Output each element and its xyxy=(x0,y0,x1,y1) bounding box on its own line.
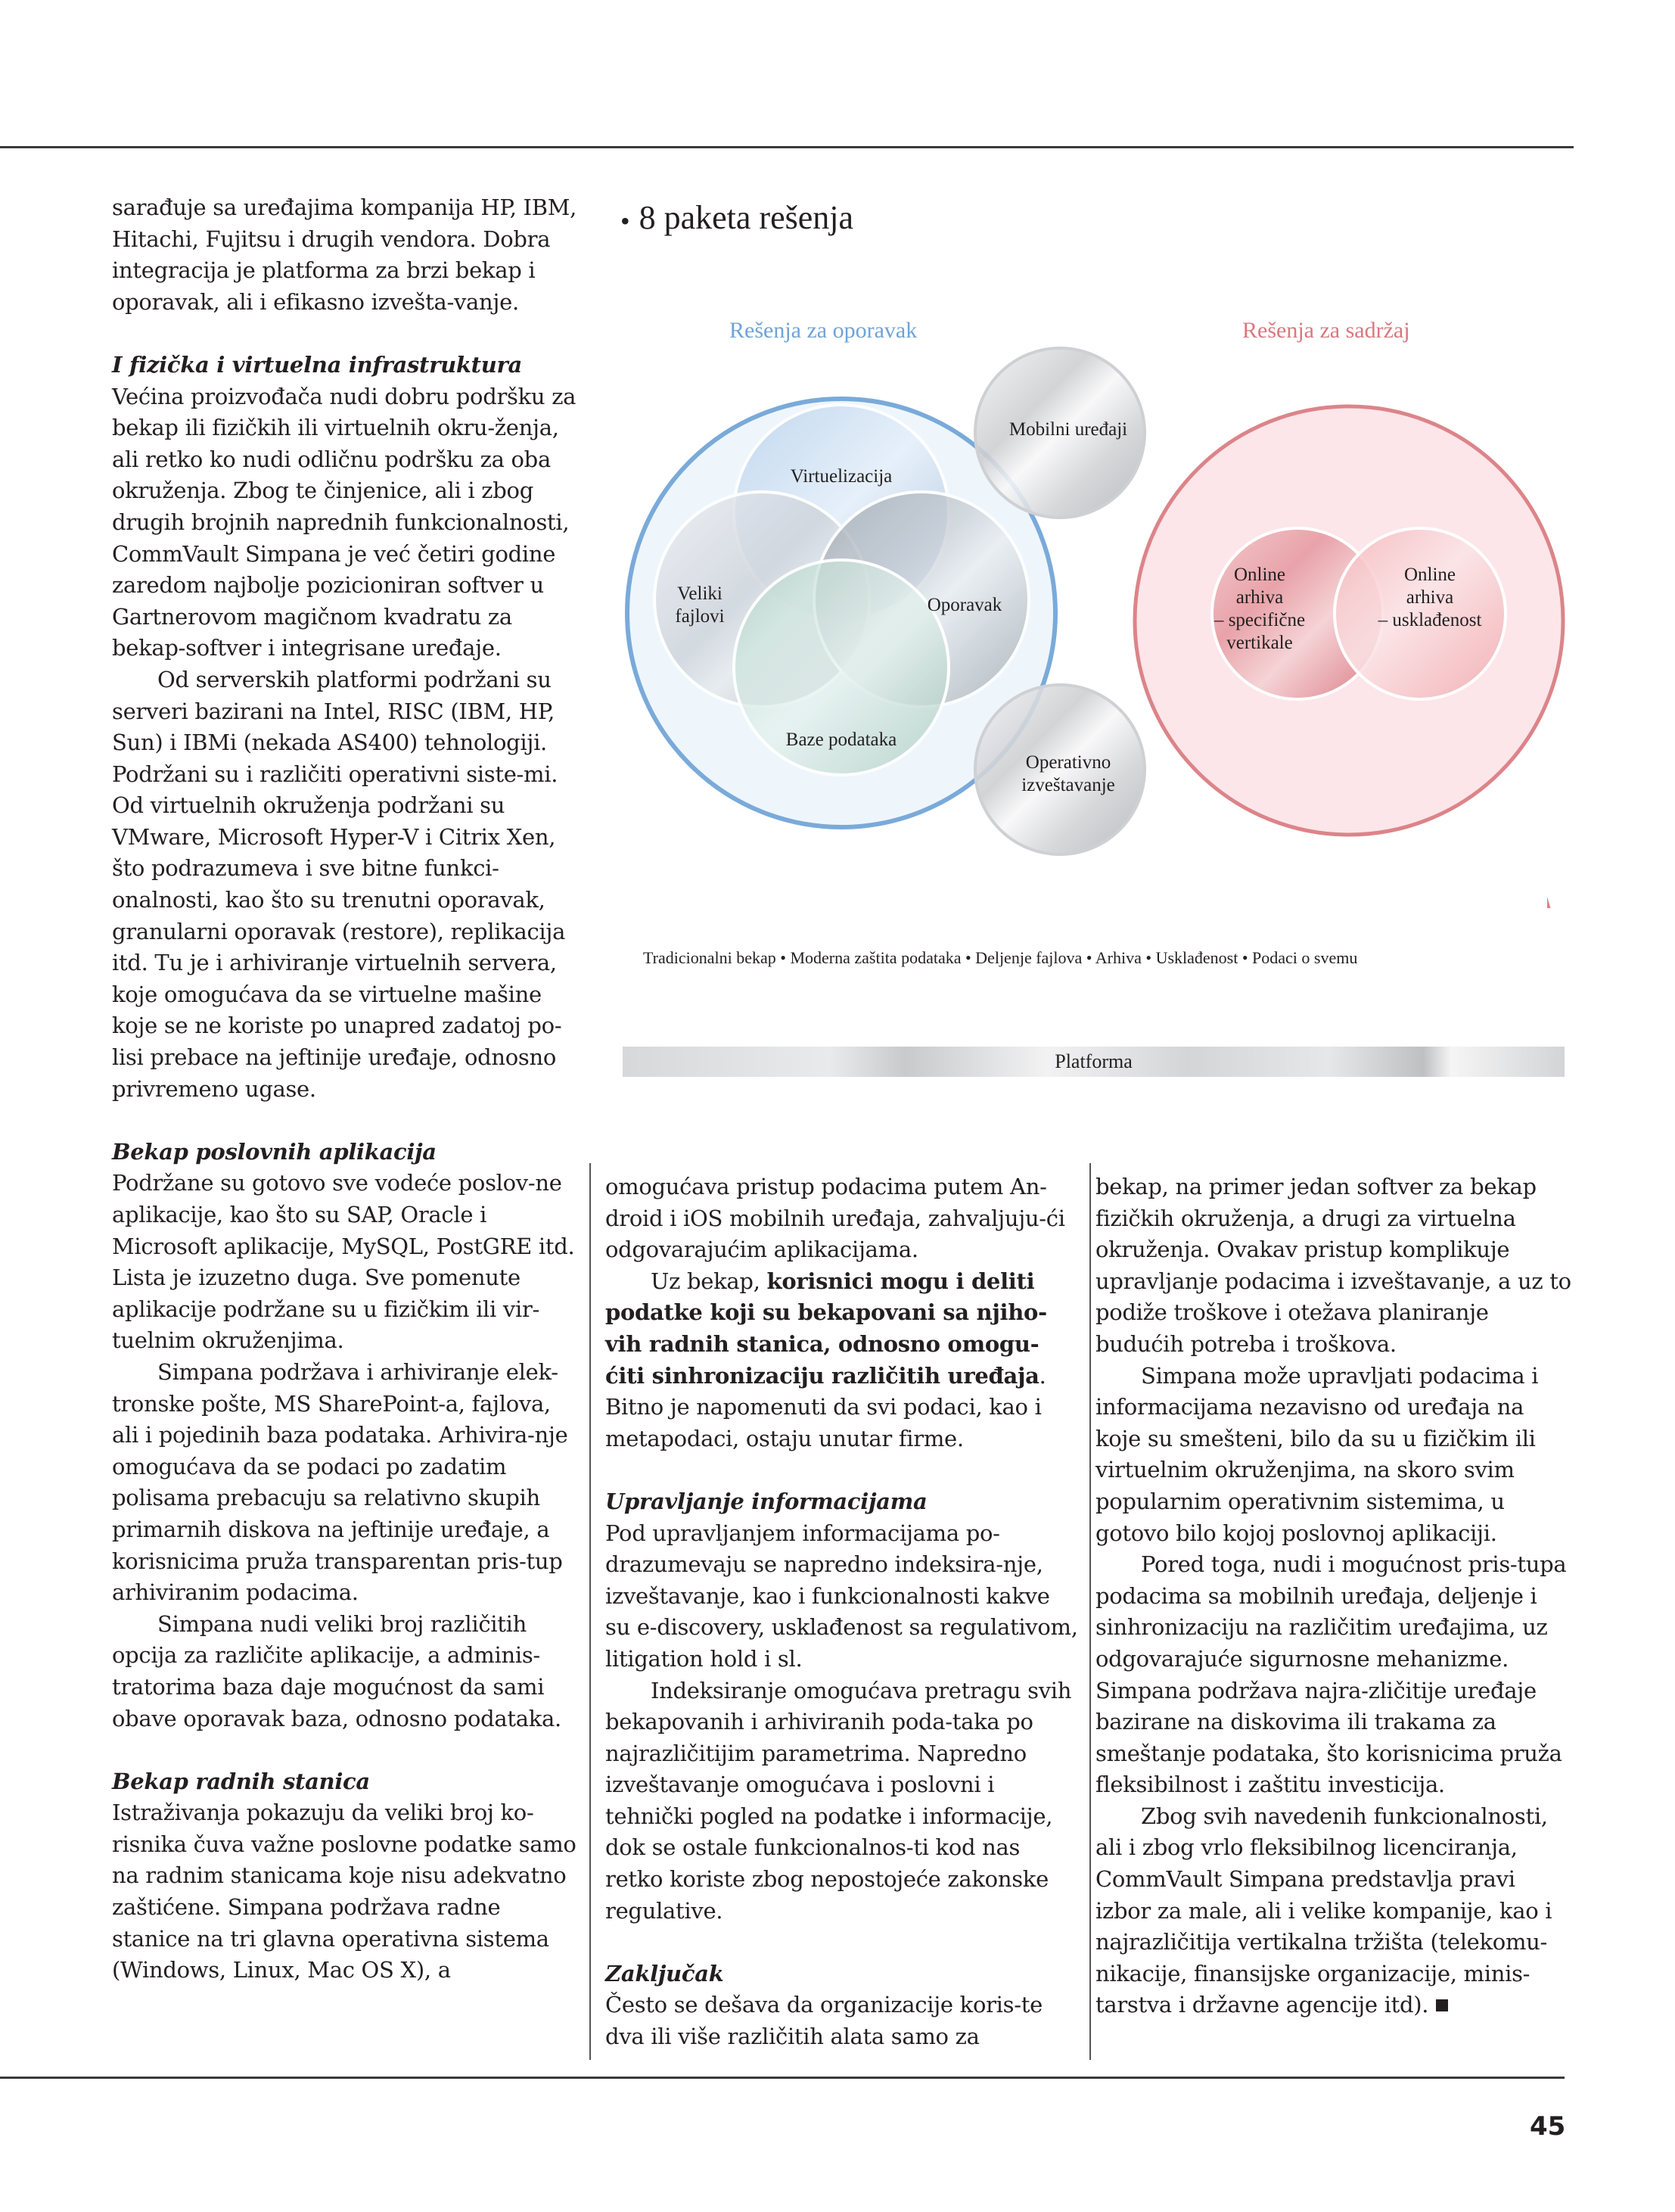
heading-information-management: Upravljanje informacijama xyxy=(605,1488,928,1514)
label-recovery: Oporavak xyxy=(927,595,1002,615)
platform-bar: Platforma xyxy=(623,1047,1565,1077)
highlighted-text: korisnici mogu i deliti podatke koji su bekapovani sa njiho-vih radnih stanica, odnosno omogu-ćiti sinhronizaciju različitih uređaja xyxy=(605,1268,1047,1389)
label-operational-reporting xyxy=(1021,751,1115,797)
paragraph-intro: sarađuje sa uređajima kompanija HP, IBM, Hitachi, Fujitsu i drugih vendora. Dobra integracija je platforma za brzi bekap i oporavak, ali i efikasno izvešta-vanje. xyxy=(112,194,577,315)
paragraph: Indeksiranje omogućava pretragu svih bekapovanih i arhiviranih poda-taka po najrazličitijim parametrima. Napredno izveštavanje omogućava i poslovni i tehnički pogled na podatke i informacije, dok se ostale funkcionalnos-ti kod nas retko koriste zbog nepostojeće zakonske regulative. xyxy=(605,1677,1072,1924)
text-run: Uz bekap, xyxy=(651,1268,767,1294)
page-number: 45 xyxy=(1530,2111,1566,2142)
column-3 xyxy=(1095,1171,1572,2021)
paragraph: Od serverskih platformi podržani su serveri bazirani na Intel, RISC (IBM, HP, Sun) i IBMi (nekada AS400) tehnologiji. Podržani su i različiti operativni siste-mi. Od virtuelnih okruženja podržani su VMware, Microsoft Hyper-V i Citrix Xen, što podrazumeva i sve bitne funkci-onalnosti, kao što su trenutni oporavak, granularni oporavak (restore), replikacija itd. Tu je i arhiviranje virtuelnih servera, koje omogućava da se virtuelne mašine koje se ne koriste po unapred zadatoj po-lisi prebace na jeftinije uređaje, odnosno privremeno ugase. xyxy=(112,666,566,1102)
label-line: fajlovi xyxy=(675,606,725,627)
label-line: arhiva xyxy=(1406,587,1454,608)
paragraph: omogućava pristup podacima putem An-droid i iOS mobilnih uređaja, zahvaljuju-ći odgovarajućim aplikacijama. xyxy=(605,1174,1065,1263)
paragraph: Simpana podržava i arhiviranje elek-tronske pošte, MS SharePoint-a, fajlova, ali i pojedinih baza podataka. Arhivira-nje omogućava da se podaci po zadatim polisama prebacuju sa relativno skupih primarnih diskova na jeftinije uređaje, a korisnicima pruža transparentan pris-tup arhiviranim podacima. xyxy=(112,1358,568,1606)
paragraph: bekap, na primer jedan softver za bekap fizičkih okruženja, a drugi za virtuelna okruženja. Ovakav pristup komplikuje upravljanje podacima i izveštavanje, a uz to podiže troškove i otežava planiranje budućih potreba i troškova. xyxy=(1095,1174,1571,1357)
paragraph: Podržane su gotovo sve vodeće poslov-ne aplikacije, kao što su SAP, Oracle i Microsoft aplikacije, MySQL, PostGRE itd. Lista je izuzetno duga. Sve pomenute aplikacije podržane su u fizičkim ili vir-tuelnim okruženjima. xyxy=(112,1170,575,1354)
arrow-caption: Tradicionalni bekap • Moderna zaštita podataka • Deljenje fajlova • Arhiva • Usklađenost • Podaci o svemu xyxy=(643,948,1358,967)
label-line: – specifične xyxy=(1214,610,1306,630)
heading-infrastructure: I fizička i virtuelna infrastruktura xyxy=(112,351,523,378)
label-line: Veliki xyxy=(677,583,723,604)
label-online-archive-verticals xyxy=(1214,564,1305,655)
label-line: Online xyxy=(1233,565,1286,585)
column-divider xyxy=(589,1163,591,2060)
column-2 xyxy=(605,1171,1078,2053)
bullet-icon: • xyxy=(620,205,630,236)
venn-diagram xyxy=(0,0,1675,908)
figure-title-text: 8 paketa rešenja xyxy=(639,199,854,236)
paragraph: Istraživanja pokazuju da veliki broj ko-risnika čuva važne poslovne podatke samo na radnim stanicama koje nisu adekvatno zaštićene. Simpana podržava radne stanice na tri glavna operativna sistema (Windows, Linux, Mac OS X), a xyxy=(112,1800,576,1983)
paragraph: Simpana može upravljati podacima i informacijama nezavisno od uređaja na koje su smešteni, bilo da su u fizičkim ili virtuelnim okruženjima, na skoro svim popularnim operativnim sistemima, u gotovo bilo kojoj poslovnoj aplikaciji. xyxy=(1095,1362,1539,1546)
group-label-recovery: Rešenja za oporavak xyxy=(729,318,918,343)
heading-workstations: Bekap radnih stanica xyxy=(112,1768,370,1794)
label-line: Online xyxy=(1403,565,1456,585)
label-line: Operativno xyxy=(1025,752,1111,773)
evolution-arrow xyxy=(617,897,1568,908)
text-run: . Bitno je napomenuti da svi podaci, kao i metapodaci, ostaju unutar firme. xyxy=(605,1362,1046,1451)
label-mobile-devices: Mobilni uređaji xyxy=(1008,419,1128,440)
label-line: – usklađenost xyxy=(1378,610,1482,630)
label-line: izveštavanje xyxy=(1021,775,1115,795)
label-databases: Baze podataka xyxy=(785,730,897,750)
label-large-files xyxy=(675,583,724,628)
label-online-archive-compliance xyxy=(1378,564,1482,632)
label-virtualization: Virtuelizacija xyxy=(790,466,893,487)
paragraph: Pored toga, nudi i mogućnost pris-tupa podacima sa mobilnih uređaja, deljenje i sinhronizaciju na različitim uređajima, uz odgovarajuće sigurnosne mehanizme. Simpana podržava najra-zličitije uređaje bazirane na diskovima ili trakama za smeštanje podataka, što korisnicima pruža fleksibilnost i zaštitu investicija. xyxy=(1095,1551,1567,1798)
group-label-content: Rešenja za sadržaj xyxy=(1242,318,1410,343)
label-line: vertikale xyxy=(1226,633,1293,653)
column-divider xyxy=(1089,1163,1091,2060)
text-run: Zbog svih navedenih funkcionalnosti, ali i zbog vrlo fleksibilnog licenciranja, CommVault Simpana predstavlja pravi izbor za male, ali i velike kompanije, kao i najrazličitija vertikalna tržišta (telekomu-nikacije, finansijske organizacije, minis-tarstva i državne agencije itd). xyxy=(1095,1803,1552,2018)
label-line: arhiva xyxy=(1235,587,1284,608)
end-of-article-square-icon xyxy=(1436,1999,1448,2011)
paragraph: Većina proizvođača nudi dobru podršku za bekap ili fizičkih ili virtuelnih okru-ženja, ali retko ko nudi odličnu podršku za oba okruženja. Zbog te činjenice, ali i zbog drugih brojnih naprednih funkcionalnosti, CommVault Simpana je već četiri godine zaredom najbolje pozicioniran softver u Gartnerovom magičnom kvadratu za bekap-softver i integrisane uređaje. xyxy=(112,383,576,661)
paragraph: Simpana nudi veliki broj različitih opcija za različite aplikacije, a adminis-tratorima baza daje mogućnost da sami obave oporavak baza, odnosno podataka. xyxy=(112,1610,561,1731)
paragraph-final xyxy=(1095,1801,1572,2021)
paragraph: Pod upravljanjem informacijama po-drazumevaju se napredno indeksira-nje, izveštavanje, kao i funkcionalnosti kakve su e-discovery, usklađenost sa regulativom, litigation hold i sl. xyxy=(605,1520,1078,1672)
heading-conclusion: Zaključak xyxy=(605,1960,724,1986)
paragraph-share xyxy=(605,1266,1078,1455)
paragraph: Često se dešava da organizacije koris-te dva ili više različitih alata samo za xyxy=(605,1992,1043,2050)
bottom-rule xyxy=(0,2077,1565,2079)
heading-business-apps: Bekap poslovnih aplikacija xyxy=(112,1138,437,1165)
